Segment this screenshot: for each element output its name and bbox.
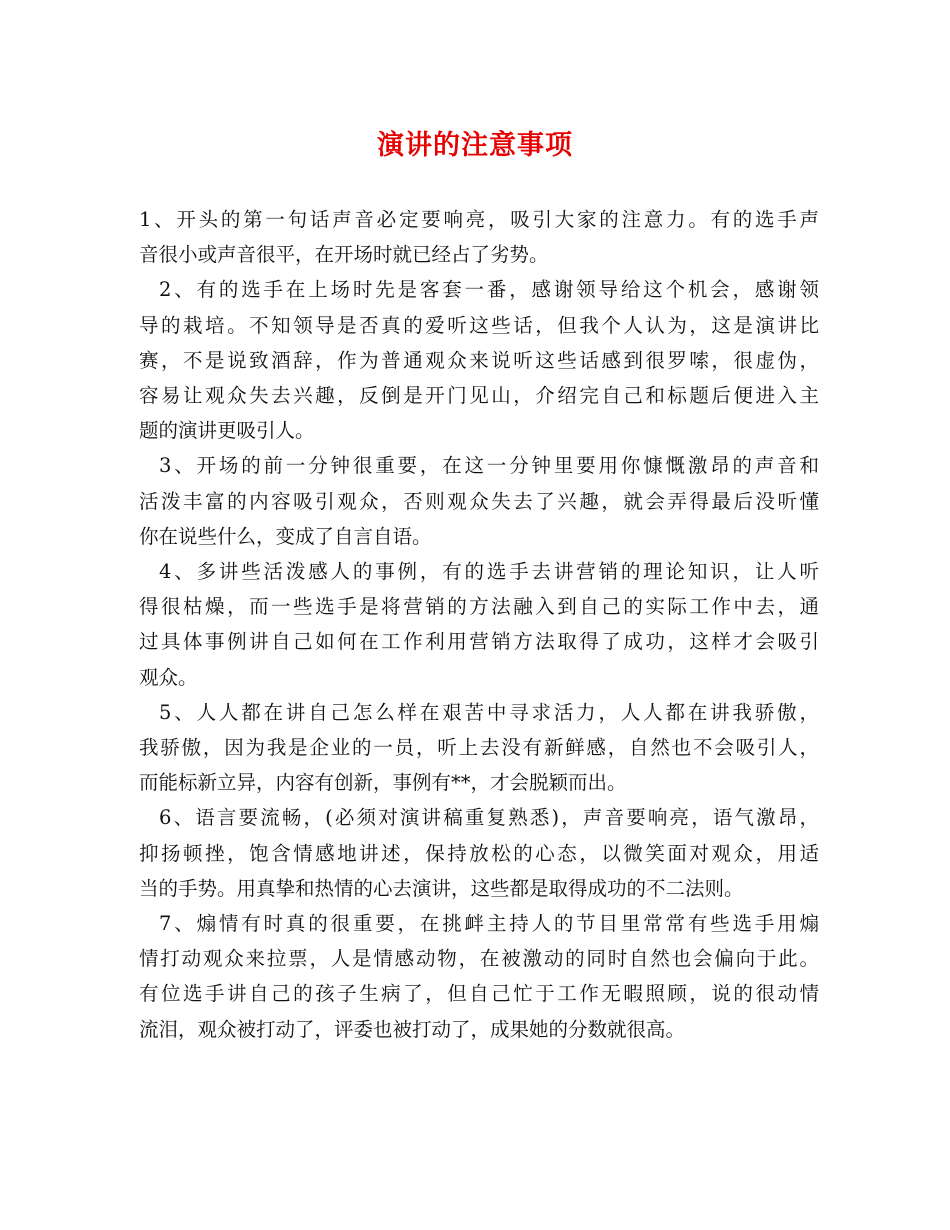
paragraph-line: 题的演讲更吸引人。	[139, 419, 315, 443]
paragraph-line: 情打动观众来拉票，人是情感动物，在被激动的同时自然也会偏向于此。	[139, 947, 819, 971]
paragraph-line: 活泼丰富的内容吸引观众，否则观众失去了兴趣，就会弄得最后没听懂	[139, 489, 819, 513]
paragraph-line: 赛，不是说致酒辞，作为普通观众来说听这些话感到很罗嗦，很虚伪，	[139, 348, 819, 372]
paragraph-line: 5、人人都在讲自己怎么样在艰苦中寻求活力，人人都在讲我骄傲，	[159, 700, 819, 724]
paragraph-line: 导的栽培。不知领导是否真的爱听这些话，但我个人认为，这是演讲比	[139, 313, 819, 337]
paragraph-1	[139, 202, 819, 272]
paragraph-line: 4、多讲些活泼感人的事例，有的选手去讲营销的理论知识，让人听	[159, 560, 819, 584]
paragraph-line: 有位选手讲自己的孩子生病了，但自己忙于工作无暇照顾，说的很动情	[139, 982, 819, 1006]
paragraph-line: 容易让观众失去兴趣，反倒是开门见山，介绍完自己和标题后便进入主	[139, 384, 819, 408]
paragraph-3	[139, 448, 819, 554]
document-title: 演讲的注意事项	[377, 130, 573, 161]
paragraph-line: 我骄傲，因为我是企业的一员，听上去没有新鲜感，自然也不会吸引人，	[139, 736, 819, 760]
paragraph-line: 音很小或声音很平，在开场时就已经占了劣势。	[139, 243, 549, 267]
paragraph-4	[139, 554, 819, 695]
paragraph-line: 1、开头的第一句话声音必定要响亮，吸引大家的注意力。有的选手声	[139, 208, 819, 231]
paragraph-line: 3、开场的前一分钟很重要，在这一分钟里要用你慷慨激昂的声音和	[159, 454, 819, 478]
paragraph-line: 6、语言要流畅，(必须对演讲稿重复熟悉)，声音要响亮，语气激昂，	[159, 806, 819, 830]
paragraph-line: 过具体事例讲自己如何在工作利用营销方法取得了成功，这样才会吸引	[139, 630, 819, 654]
paragraph-line: 你在说些什么，变成了自言自语。	[139, 524, 432, 548]
paragraph-5	[139, 695, 819, 801]
paragraph-line: 观众。	[139, 665, 198, 689]
paragraph-line: 流泪，观众被打动了，评委也被打动了，成果她的分数就很高。	[139, 1017, 686, 1041]
paragraph-line: 当的手势。用真挚和热情的心去演讲，这些都是取得成功的不二法则。	[139, 876, 744, 900]
paragraph-6	[139, 800, 819, 906]
paragraph-line: 而能标新立异，内容有创新，事例有**，才会脱颖而出。	[139, 771, 627, 795]
paragraph-2	[139, 272, 819, 448]
paragraph-7	[139, 906, 819, 1047]
paragraph-line: 得很枯燥，而一些选手是将营销的方法融入到自己的实际工作中去，通	[139, 595, 819, 619]
paragraph-line: 抑扬顿挫，饱含情感地讲述，保持放松的心态，以微笑面对观众，用适	[139, 841, 819, 865]
document-body	[139, 202, 819, 1047]
paragraph-line: 7、煽情有时真的很重要，在挑衅主持人的节目里常常有些选手用煽	[159, 912, 819, 936]
paragraph-line: 2、有的选手在上场时先是客套一番，感谢领导给这个机会，感谢领	[159, 278, 819, 302]
